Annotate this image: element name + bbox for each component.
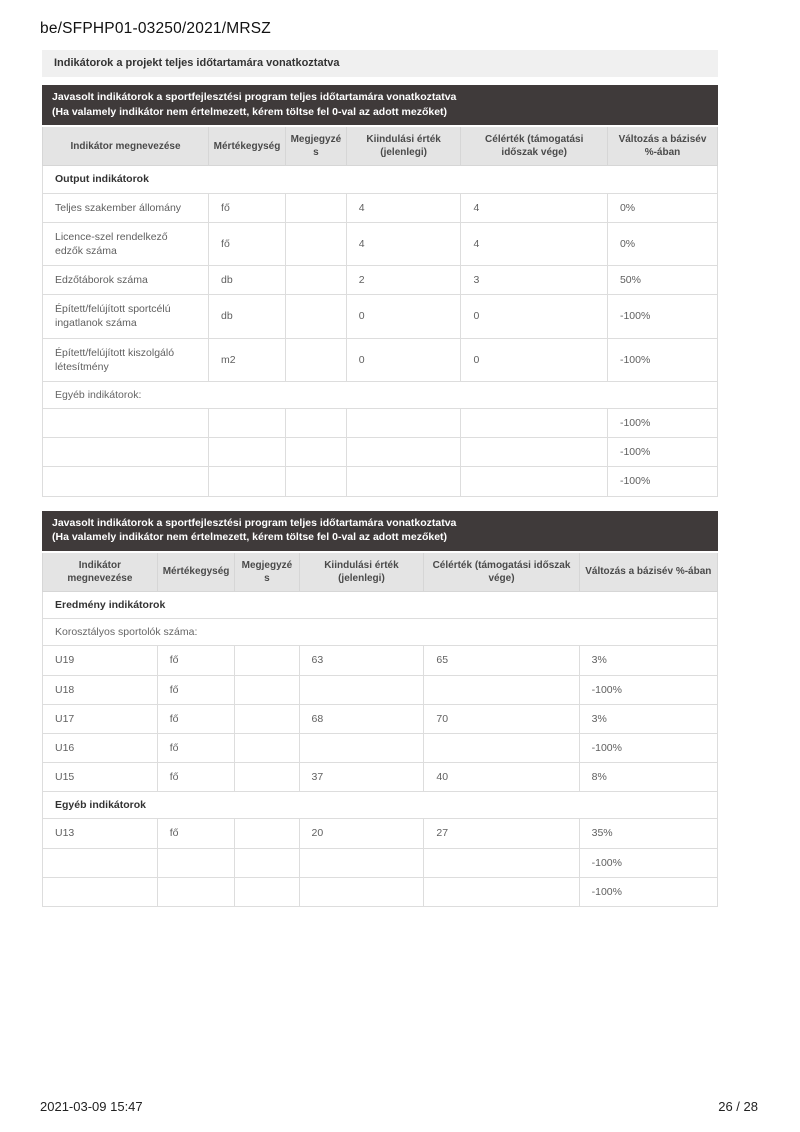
document-id: be/SFPHP01-03250/2021/MRSZ <box>40 20 271 37</box>
table-banner-line1: Javasolt indikátorok a sportfejlesztési program teljes időtartamára vonatkoztatva <box>52 516 457 529</box>
output-indicators-table <box>42 125 718 496</box>
cell: Épített/felújított sportcélú ingatlanok száma <box>43 295 209 338</box>
cell <box>299 848 424 877</box>
column-header: Célérték (támogatási időszak vége) <box>461 126 607 166</box>
cell: fő <box>157 646 235 675</box>
cell: 4 <box>461 193 607 222</box>
section-row <box>43 381 718 408</box>
indicator-table-result <box>42 511 718 907</box>
cell: U18 <box>43 675 158 704</box>
cell <box>424 877 579 906</box>
cell <box>235 675 299 704</box>
cell: fő <box>157 819 235 848</box>
cell <box>461 409 607 438</box>
cell: U17 <box>43 704 158 733</box>
table-row <box>43 222 718 265</box>
cell <box>235 877 299 906</box>
section-row <box>43 792 718 819</box>
section-row <box>43 591 718 618</box>
cell: 63 <box>299 646 424 675</box>
cell: fő <box>157 733 235 762</box>
result-indicators-table <box>42 551 718 907</box>
cell: fő <box>157 675 235 704</box>
cell <box>209 409 286 438</box>
cell: -100% <box>579 877 717 906</box>
cell: fő <box>209 222 286 265</box>
section-label: Eredmény indikátorok <box>43 591 718 618</box>
table-row <box>43 704 718 733</box>
column-header: Megjegyzés <box>235 552 299 592</box>
cell: 4 <box>346 222 461 265</box>
cell <box>43 848 158 877</box>
table-row <box>43 848 718 877</box>
column-header: Változás a bázisév %-ában <box>579 552 717 592</box>
cell <box>235 819 299 848</box>
cell <box>461 438 607 467</box>
table-row <box>43 193 718 222</box>
cell <box>157 848 235 877</box>
cell <box>209 438 286 467</box>
cell <box>424 733 579 762</box>
cell: 27 <box>424 819 579 848</box>
cell <box>424 848 579 877</box>
cell <box>346 467 461 496</box>
footer-timestamp: 2021-03-09 15:47 <box>40 1099 143 1114</box>
table-row <box>43 467 718 496</box>
cell: 0 <box>346 338 461 381</box>
cell: 4 <box>346 193 461 222</box>
footer-page-indicator: 26 / 28 <box>718 1099 758 1114</box>
section-label: Korosztályos sportolók száma: <box>43 619 718 646</box>
cell <box>285 467 346 496</box>
cell: Teljes szakember állomány <box>43 193 209 222</box>
cell: -100% <box>579 733 717 762</box>
cell: 0% <box>607 193 717 222</box>
table-row <box>43 675 718 704</box>
cell: -100% <box>579 848 717 877</box>
column-header: Kiindulási érték (jelenlegi) <box>346 126 461 166</box>
cell: db <box>209 266 286 295</box>
cell: m2 <box>209 338 286 381</box>
page-content <box>42 50 718 921</box>
section-title: Indikátorok a projekt teljes időtartamára vonatkoztatva <box>54 57 340 69</box>
cell: 4 <box>461 222 607 265</box>
cell: 68 <box>299 704 424 733</box>
cell: 2 <box>346 266 461 295</box>
cell: U15 <box>43 763 158 792</box>
cell: db <box>209 295 286 338</box>
cell: U19 <box>43 646 158 675</box>
table-row <box>43 409 718 438</box>
table-row <box>43 438 718 467</box>
cell <box>157 877 235 906</box>
cell: 3 <box>461 266 607 295</box>
cell <box>285 295 346 338</box>
column-header: Mértékegység <box>209 126 286 166</box>
table-banner <box>42 85 718 125</box>
cell: U13 <box>43 819 158 848</box>
page-footer <box>40 1099 758 1114</box>
cell: 0 <box>461 338 607 381</box>
table-banner <box>42 511 718 551</box>
cell <box>43 438 209 467</box>
table-banner-line2: (Ha valamely indikátor nem értelmezett, kérem töltse fel 0-val az adott mezőket) <box>52 105 448 118</box>
cell: Licence-szel rendelkező edzők száma <box>43 222 209 265</box>
cell: fő <box>157 763 235 792</box>
section-row <box>43 166 718 193</box>
cell: fő <box>157 704 235 733</box>
table-row <box>43 877 718 906</box>
cell: 40 <box>424 763 579 792</box>
cell <box>285 266 346 295</box>
cell <box>299 675 424 704</box>
cell: 35% <box>579 819 717 848</box>
section-label: Output indikátorok <box>43 166 718 193</box>
section-label: Egyéb indikátorok: <box>43 381 718 408</box>
cell: 50% <box>607 266 717 295</box>
column-header: Megjegyzés <box>285 126 346 166</box>
column-header: Célérték (támogatási időszak vége) <box>424 552 579 592</box>
cell <box>346 409 461 438</box>
table-row <box>43 338 718 381</box>
section-label: Egyéb indikátorok <box>43 792 718 819</box>
section-row <box>43 619 718 646</box>
indicator-table-output <box>42 85 718 497</box>
column-header: Indikátor megnevezése <box>43 126 209 166</box>
cell <box>235 848 299 877</box>
cell: -100% <box>607 438 717 467</box>
column-header: Kiindulási érték (jelenlegi) <box>299 552 424 592</box>
cell <box>235 733 299 762</box>
cell: 0% <box>607 222 717 265</box>
cell: Épített/felújított kiszolgáló létesítmény <box>43 338 209 381</box>
cell <box>209 467 286 496</box>
cell: -100% <box>607 338 717 381</box>
section-title-bar <box>42 50 718 77</box>
cell: -100% <box>607 409 717 438</box>
cell <box>235 646 299 675</box>
cell: 0 <box>346 295 461 338</box>
cell <box>346 438 461 467</box>
cell: 3% <box>579 646 717 675</box>
table-row <box>43 763 718 792</box>
cell: -100% <box>607 467 717 496</box>
table-row <box>43 295 718 338</box>
cell <box>285 222 346 265</box>
cell: 65 <box>424 646 579 675</box>
table-banner-line1: Javasolt indikátorok a sportfejlesztési program teljes időtartamára vonatkoztatva <box>52 91 457 103</box>
cell: -100% <box>579 675 717 704</box>
table-banner-line2: (Ha valamely indikátor nem értelmezett, kérem töltse fel 0-val az adott mezőket) <box>52 531 448 544</box>
cell <box>424 675 579 704</box>
cell: 37 <box>299 763 424 792</box>
cell <box>235 763 299 792</box>
table-row <box>43 266 718 295</box>
cell: 8% <box>579 763 717 792</box>
cell <box>285 338 346 381</box>
cell: fő <box>209 193 286 222</box>
header-row <box>43 552 718 592</box>
cell <box>299 877 424 906</box>
cell: 0 <box>461 295 607 338</box>
table-row <box>43 646 718 675</box>
column-header: Változás a bázisév %-ában <box>607 126 717 166</box>
column-header: Indikátor megnevezése <box>43 552 158 592</box>
cell <box>285 409 346 438</box>
header-row <box>43 126 718 166</box>
cell <box>235 704 299 733</box>
cell <box>43 409 209 438</box>
cell <box>461 467 607 496</box>
cell <box>299 733 424 762</box>
cell: 20 <box>299 819 424 848</box>
cell <box>285 438 346 467</box>
cell <box>43 877 158 906</box>
cell: Edzőtáborok száma <box>43 266 209 295</box>
cell: 3% <box>579 704 717 733</box>
column-header: Mértékegység <box>157 552 235 592</box>
table-row <box>43 733 718 762</box>
cell <box>43 467 209 496</box>
cell <box>285 193 346 222</box>
table-row <box>43 819 718 848</box>
cell: 70 <box>424 704 579 733</box>
cell: U16 <box>43 733 158 762</box>
cell: -100% <box>607 295 717 338</box>
